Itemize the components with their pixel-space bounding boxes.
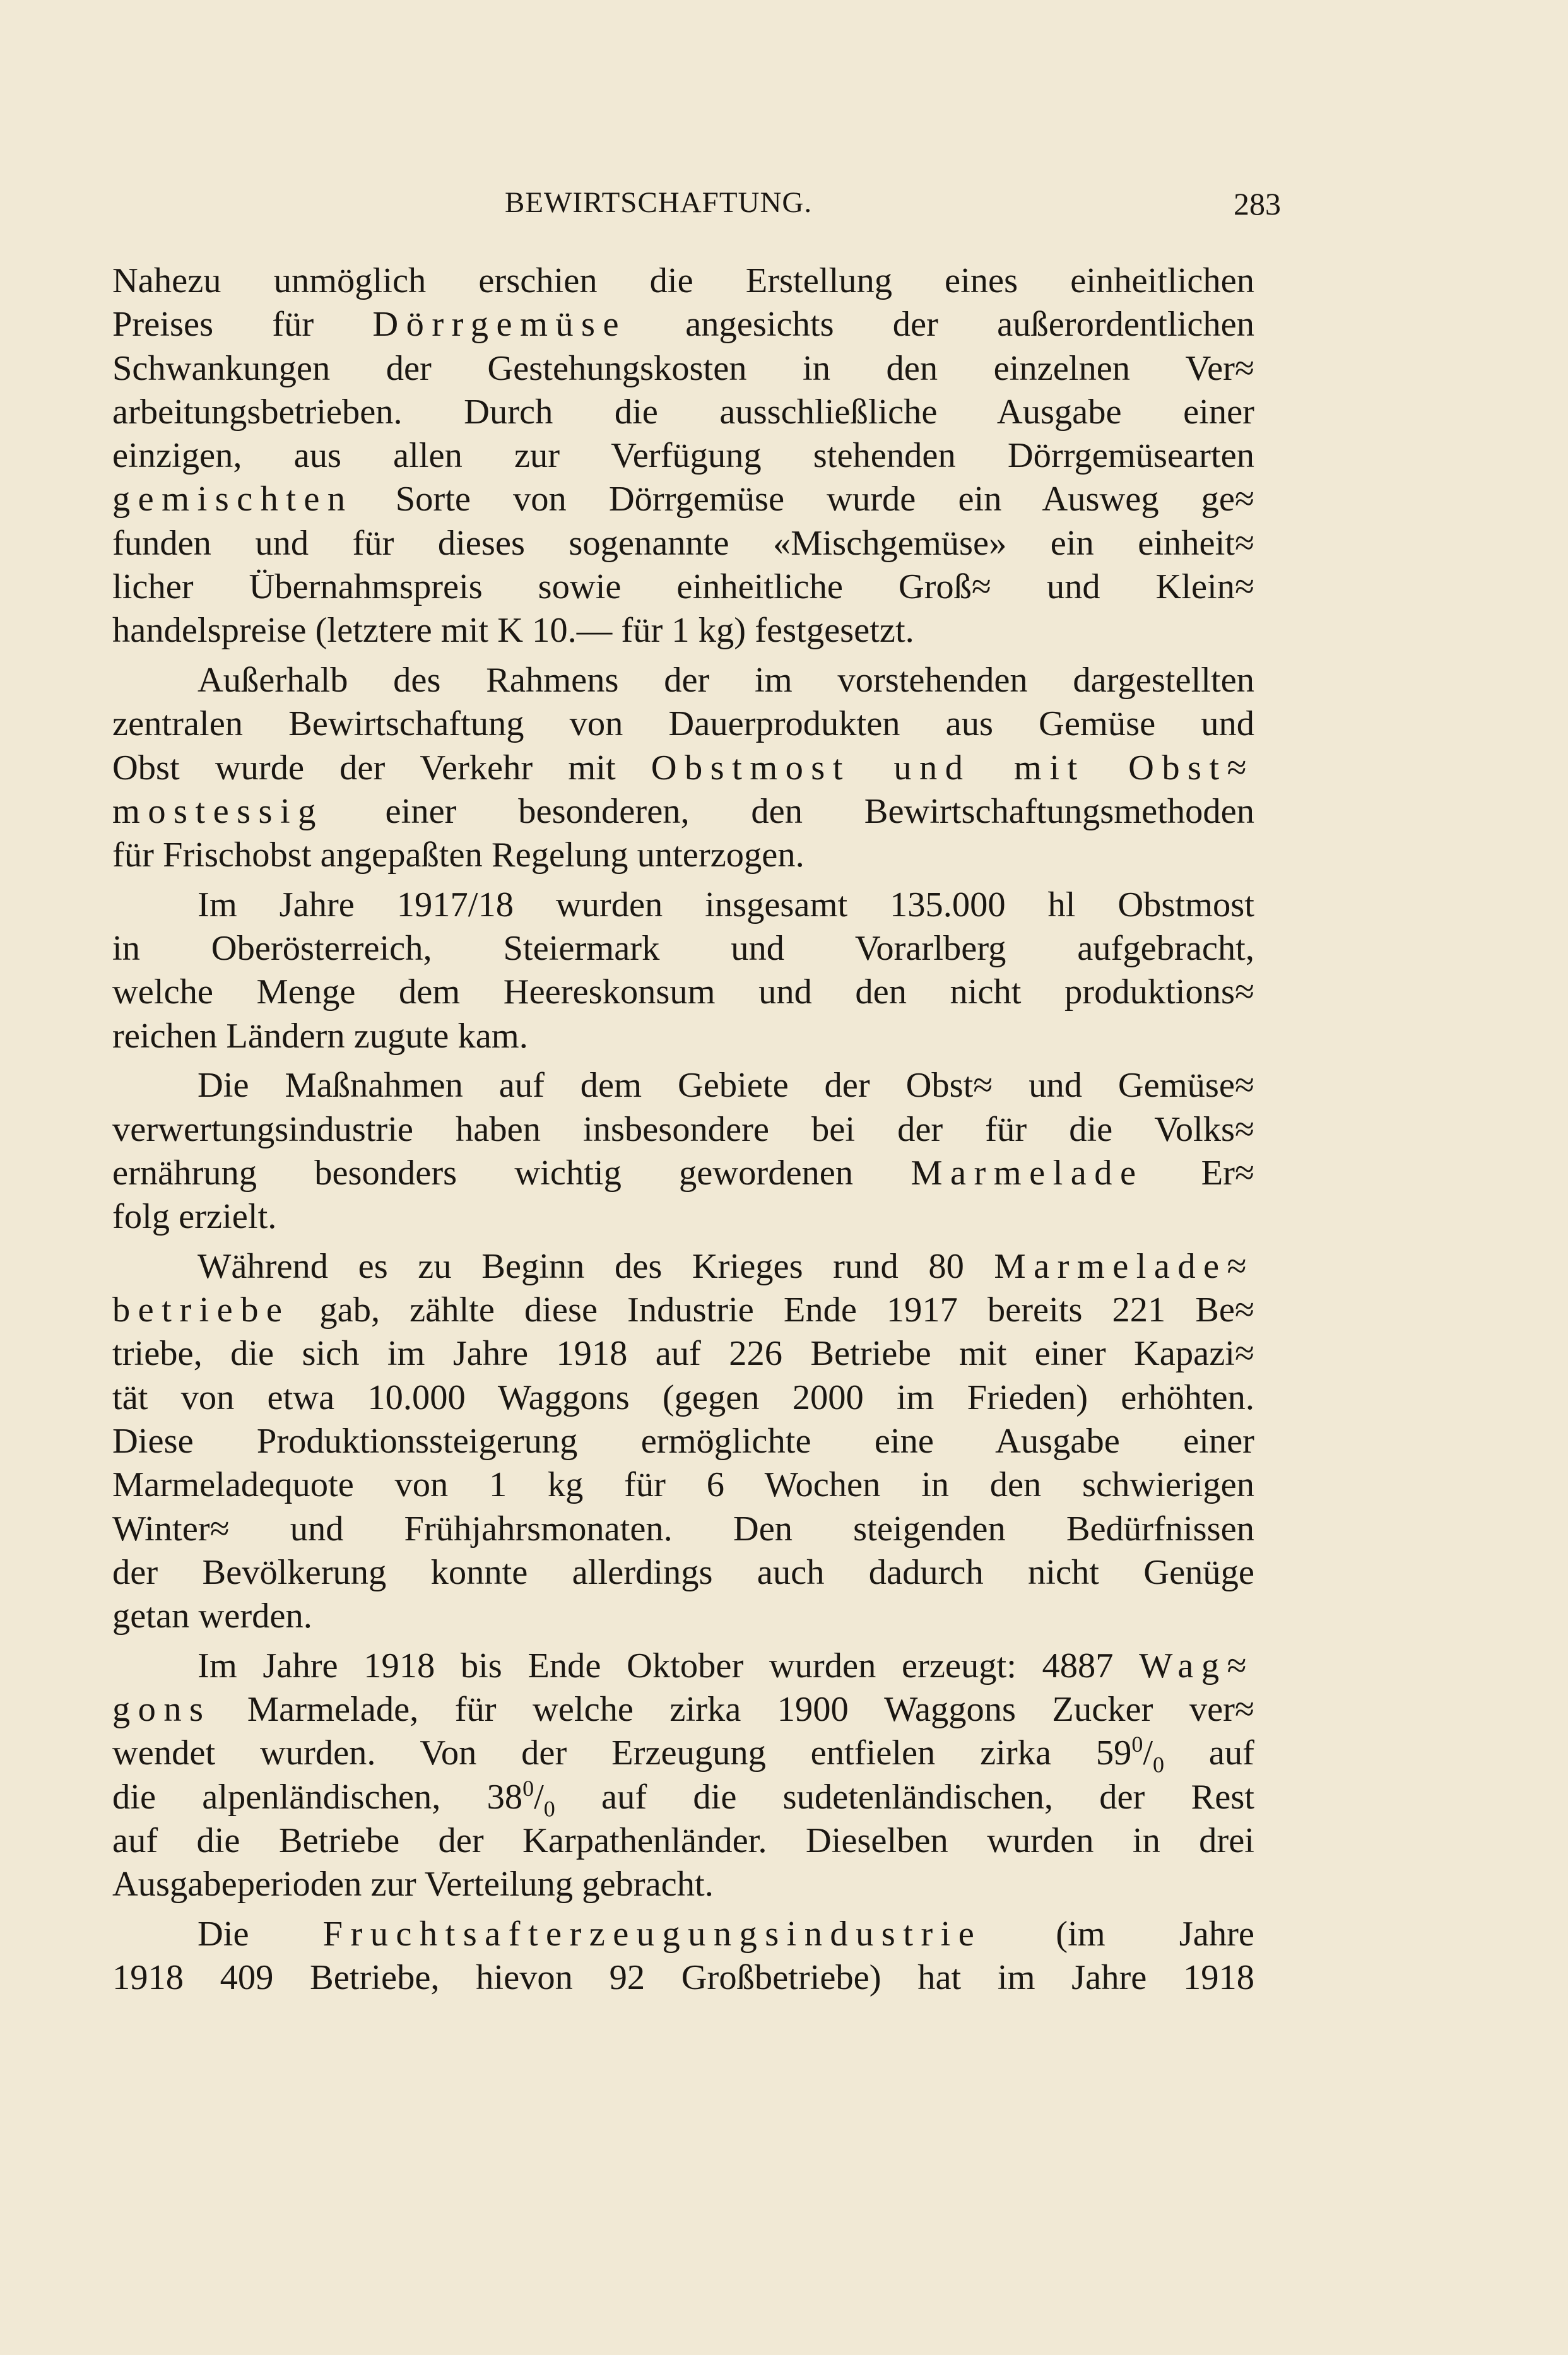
text-line: in Oberösterreich, Steiermark und Vorarlberg aufgebracht, bbox=[112, 929, 1254, 969]
text-line: zentralen Bewirtschaftung von Dauerprodukten aus Gemüse und bbox=[112, 704, 1254, 744]
text-line: Diese Produktionssteigerung ermöglichte eine Ausgabe einer bbox=[112, 1421, 1254, 1461]
emphasis-spaced: Dörrgemüse bbox=[372, 305, 627, 345]
emphasis-spaced: Marmelade≈ bbox=[994, 1246, 1254, 1286]
text-line: ernährung besonders wichtig gewordenen Marmelade Er≈ bbox=[112, 1153, 1255, 1193]
emphasis-spaced: betriebe bbox=[112, 1290, 290, 1330]
text-line: gons Marmelade, für welche zirka 1900 Waggons Zucker ver≈ bbox=[112, 1689, 1254, 1729]
text-line: licher Übernahmspreis sowie einheitliche Groß≈ und Klein≈ bbox=[112, 567, 1254, 607]
emphasis-spaced: gons bbox=[112, 1689, 211, 1729]
emphasis-spaced: Fruchtsafterzeugungsindustrie bbox=[322, 1914, 982, 1954]
text-line: auf die Betriebe der Karpathenländer. Dieselben wurden in drei bbox=[112, 1821, 1254, 1860]
text-line: handelspreise (letztere mit K 10.— für 1 kg) festgesetzt. bbox=[112, 611, 914, 651]
text-line: Außerhalb des Rahmens der im vorstehenden dargestellten bbox=[197, 660, 1254, 700]
text-line: Schwankungen der Gestehungskosten in den einzelnen Ver≈ bbox=[112, 348, 1254, 388]
text-line: wendet wurden. Von der Erzeugung entfielen zirka $59^0/_0$ auf bbox=[112, 1732, 1255, 1778]
emphasis-spaced: Marmelade bbox=[911, 1153, 1144, 1193]
percent-sign-top: 0 bbox=[522, 1775, 534, 1801]
body-text bbox=[112, 259, 1254, 2000]
text-line: gemischten Sorte von Dörrgemüse wurde ein Ausweg ge≈ bbox=[112, 480, 1255, 519]
text-line: reichen Ländern zugute kam. bbox=[112, 1016, 528, 1056]
running-title: BEWIRTSCHAFTUNG. bbox=[505, 186, 813, 219]
emphasis-spaced: Obstmost und mit Obst≈ bbox=[651, 748, 1255, 788]
text-line: welche Menge dem Heereskonsum und den nicht produktions≈ bbox=[112, 972, 1254, 1012]
percent-sign-slash: / bbox=[534, 1777, 544, 1817]
emphasis-spaced: Wag≈ bbox=[1139, 1646, 1254, 1685]
percent-sign-top: 0 bbox=[1131, 1732, 1143, 1757]
text-line: folg erzielt. bbox=[112, 1197, 277, 1237]
percent-sign-slash: / bbox=[1143, 1733, 1153, 1773]
text-line: Preises für Dörrgemüse angesichts der außerordentlichen bbox=[112, 305, 1255, 345]
text-line: Marmeladequote von 1 kg für 6 Wochen in den schwierigen bbox=[112, 1465, 1254, 1505]
text-line: verwertungsindustrie haben insbesondere bei der für die Volks≈ bbox=[112, 1109, 1254, 1149]
percent-sign-bottom: 0 bbox=[1153, 1752, 1165, 1778]
emphasis-spaced: gemischten bbox=[112, 480, 353, 519]
text-line: tät von etwa 10.000 Waggons (gegen 2000 im Frieden) erhöhten. bbox=[112, 1378, 1254, 1417]
text-line: Während es zu Beginn des Krieges rund 80 Marmelade≈ bbox=[197, 1246, 1254, 1286]
text-line: für Frischobst angepaßten Regelung unterzogen. bbox=[112, 835, 805, 875]
text-line: getan werden. bbox=[112, 1597, 312, 1636]
text-line: Die Fruchtsafterzeugungsindustrie (im Jahre bbox=[197, 1914, 1255, 1954]
text-line: triebe, die sich im Jahre 1918 auf 226 Betriebe mit einer Kapazi≈ bbox=[112, 1334, 1254, 1374]
text-line: betriebe gab, zählte diese Industrie Ende 1917 bereits 221 Be≈ bbox=[112, 1290, 1255, 1330]
page-number: 283 bbox=[1234, 186, 1281, 221]
text-line: die alpenländischen, $38^0/_0$ auf die sudetenländischen, der Rest bbox=[112, 1775, 1255, 1821]
text-line: arbeitungsbetrieben. Durch die ausschließliche Ausgabe einer bbox=[112, 392, 1254, 432]
text-line: Obst wurde der Verkehr mit Obstmost und mit Obst≈ bbox=[112, 748, 1255, 788]
text-line: Im Jahre 1917/18 wurden insgesamt 135.000 hl Obstmost bbox=[197, 885, 1254, 924]
text-line: Die Maßnahmen auf dem Gebiete der Obst≈ und Gemüse≈ bbox=[197, 1066, 1254, 1106]
text-line: Ausgabeperioden zur Verteilung gebracht. bbox=[112, 1865, 714, 1904]
page-header bbox=[0, 186, 1568, 236]
text-line: Im Jahre 1918 bis Ende Oktober wurden erzeugt: 4887 Wag≈ bbox=[197, 1646, 1254, 1685]
percent-sign-bottom: 0 bbox=[543, 1795, 555, 1821]
text-line: einzigen, aus allen zur Verfügung stehenden Dörrgemüsearten bbox=[112, 436, 1254, 476]
text-line: Winter≈ und Frühjahrsmonaten. Den steigenden Bedürfnissen bbox=[112, 1509, 1254, 1549]
text-line: 1918 409 Betriebe, hievon 92 Großbetriebe) hat im Jahre 1918 bbox=[112, 1958, 1254, 1998]
text-line: mostessig einer besonderen, den Bewirtschaftungsmethoden bbox=[112, 791, 1255, 831]
emphasis-spaced: mostessig bbox=[112, 791, 324, 831]
text-line: funden und für dieses sogenannte «Mischgemüse» ein einheit≈ bbox=[112, 523, 1254, 563]
text-line: Nahezu unmöglich erschien die Erstellung eines einheitlichen bbox=[112, 261, 1254, 300]
text-line: der Bevölkerung konnte allerdings auch dadurch nicht Genüge bbox=[112, 1552, 1254, 1592]
